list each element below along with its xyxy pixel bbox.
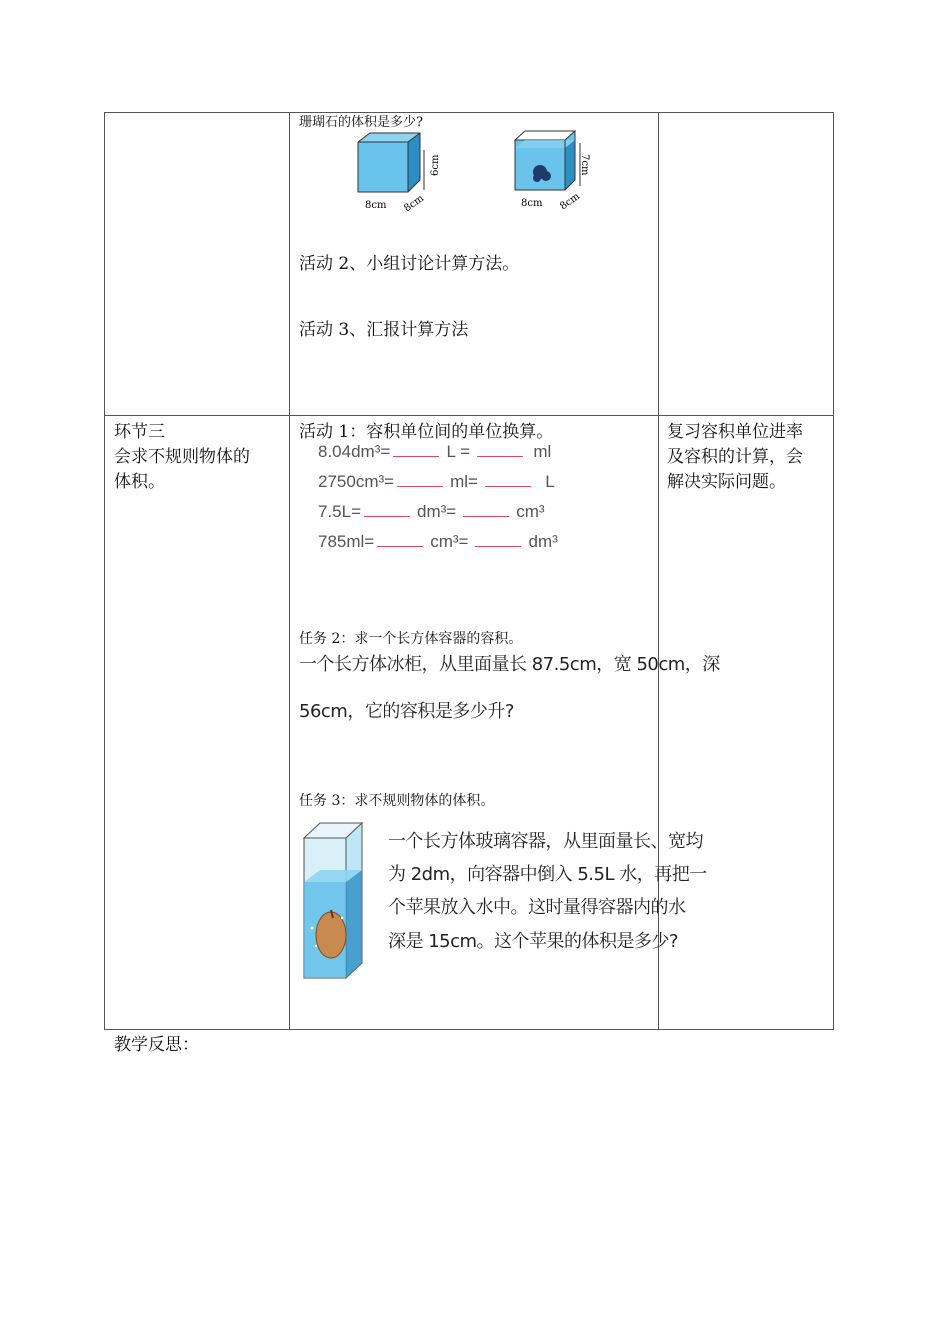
container-figure-water	[345, 130, 455, 215]
conversion-left: 8.04dm³=	[318, 442, 391, 461]
note-line2: 及容积的计算，会	[667, 447, 803, 467]
answer-blank[interactable]	[477, 441, 523, 457]
answer-blank[interactable]	[393, 441, 439, 457]
conversion-row	[318, 441, 558, 462]
conversion-left: 2750cm³=	[318, 472, 395, 491]
answer-blank[interactable]	[475, 531, 521, 547]
answer-blank[interactable]	[463, 501, 509, 517]
box2-depth-label: 8cm	[558, 191, 583, 213]
conversion-unit: cm³=	[430, 532, 469, 551]
conversion-row	[318, 531, 562, 552]
column-divider	[289, 113, 290, 1029]
box1-depth-label: 8cm	[402, 193, 427, 215]
task-3-heading: 任务 3：求不规则物体的体积。	[299, 793, 495, 809]
section-goal-line1: 会求不规则物体的	[114, 447, 250, 467]
conversion-unit: ml	[533, 442, 552, 461]
task-3-problem-line3: 个苹果放入水中。这时量得容器内的水	[388, 897, 686, 918]
conversion-unit: L	[545, 472, 555, 491]
task-2-heading: 任务 2：求一个长方体容器的容积。	[299, 631, 523, 647]
answer-blank[interactable]	[397, 471, 443, 487]
section-title: 环节三	[114, 422, 165, 442]
activity-2-text: 活动 2、小组讨论计算方法。	[299, 254, 520, 274]
conversion-unit: cm³	[516, 502, 545, 521]
conversion-left: 785ml=	[318, 532, 375, 551]
activity-1-text: 活动 1：容积单位间的单位换算。	[299, 422, 554, 442]
note-line1: 复习容积单位进率	[667, 422, 803, 442]
answer-blank[interactable]	[377, 531, 423, 547]
conversion-unit: ml=	[450, 472, 478, 491]
task-3-problem-line2: 为 2dm，向容器中倒入 5.5L 水，再把一	[388, 864, 707, 885]
note-line3: 解决实际问题。	[667, 472, 786, 492]
conversion-row	[318, 501, 549, 522]
conversion-unit: L =	[446, 442, 471, 461]
coral-question-caption: 珊瑚石的体积是多少?	[299, 115, 423, 130]
answer-blank[interactable]	[485, 471, 531, 487]
box1-width-label: 8cm	[365, 200, 387, 211]
conversion-unit: dm³=	[417, 502, 457, 521]
box1-height-label: 6cm	[430, 154, 441, 176]
box2-height-label: 7cm	[579, 154, 590, 176]
task-3-problem-line1: 一个长方体玻璃容器，从里面量长、宽均	[388, 831, 703, 852]
conversion-unit: dm³	[528, 532, 558, 551]
task-2-problem-line2: 56cm，它的容积是多少升?	[299, 701, 514, 722]
answer-blank[interactable]	[364, 501, 410, 517]
conversion-left: 7.5L=	[318, 502, 362, 521]
conversion-row	[318, 471, 566, 492]
row-divider	[105, 415, 833, 416]
section-goal-line2: 体积。	[114, 472, 165, 492]
container-figure-coral	[505, 128, 605, 213]
glass-container-apple-figure	[298, 818, 370, 983]
activity-3-text: 活动 3、汇报计算方法	[299, 320, 469, 340]
task-3-problem-line4: 深是 15cm。这个苹果的体积是多少?	[388, 931, 679, 952]
task-2-problem-line1: 一个长方体冰柜，从里面量长 87.5cm，宽 50cm，深	[299, 654, 720, 675]
box2-width-label: 8cm	[521, 198, 543, 209]
reflection-label: 教学反思：	[114, 1035, 199, 1055]
